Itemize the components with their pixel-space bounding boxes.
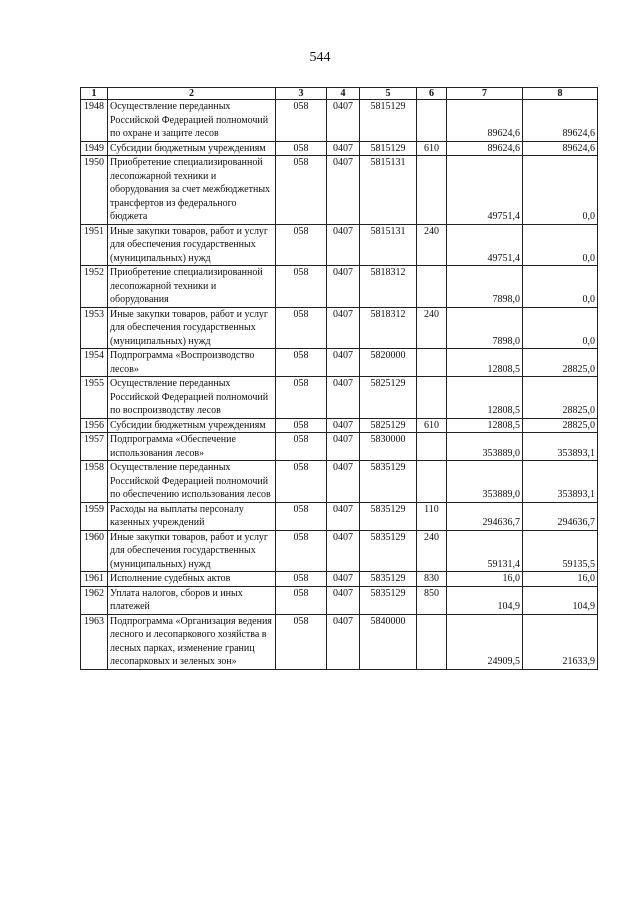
table-row [81,100,598,142]
expense-type-code: 610 [417,141,447,156]
amount-year-2: 0,0 [523,156,598,225]
section-code: 0407 [327,586,360,614]
row-name: Субсидии бюджетным учреждениям [108,141,276,156]
section-code: 0407 [327,349,360,377]
row-name: Подпрограмма «Воспроизводство лесов» [108,349,276,377]
ministry-code: 058 [276,349,327,377]
table-header-row [81,88,598,100]
ministry-code: 058 [276,502,327,530]
ministry-code: 058 [276,530,327,572]
section-code: 0407 [327,141,360,156]
expense-type-code [417,349,447,377]
amount-year-2: 59135,5 [523,530,598,572]
section-code: 0407 [327,433,360,461]
amount-year-1: 24909,5 [447,614,523,669]
column-header: 5 [360,88,417,100]
row-name: Подпрограмма «Обеспечение использования лесов» [108,433,276,461]
amount-year-1: 49751,4 [447,224,523,266]
row-name: Иные закупки товаров, работ и услуг для обеспечения государственных (муниципальных) нужд [108,307,276,349]
ministry-code: 058 [276,433,327,461]
amount-year-1: 16,0 [447,572,523,587]
section-code: 0407 [327,418,360,433]
target-article-code: 5818312 [360,307,417,349]
target-article-code: 5815129 [360,141,417,156]
ministry-code: 058 [276,418,327,433]
table-row [81,418,598,433]
column-header: 6 [417,88,447,100]
row-name: Приобретение специализированной лесопожарной техники и оборудования [108,266,276,308]
section-code: 0407 [327,224,360,266]
row-number: 1960 [81,530,108,572]
section-code: 0407 [327,377,360,419]
section-code: 0407 [327,530,360,572]
row-name: Субсидии бюджетным учреждениям [108,418,276,433]
table-row [81,156,598,225]
amount-year-1: 59131,4 [447,530,523,572]
target-article-code: 5825129 [360,418,417,433]
row-name: Осуществление переданных Российской Федерацией полномочий по охране и защите лесов [108,100,276,142]
amount-year-2: 28825,0 [523,418,598,433]
expense-type-code [417,614,447,669]
target-article-code: 5818312 [360,266,417,308]
amount-year-2: 294636,7 [523,502,598,530]
section-code: 0407 [327,572,360,587]
table-row [81,572,598,587]
column-header: 4 [327,88,360,100]
amount-year-1: 12808,5 [447,377,523,419]
ministry-code: 058 [276,614,327,669]
amount-year-1: 353889,0 [447,433,523,461]
amount-year-1: 7898,0 [447,307,523,349]
expense-type-code [417,461,447,503]
target-article-code: 5835129 [360,461,417,503]
section-code: 0407 [327,307,360,349]
table-row [81,461,598,503]
section-code: 0407 [327,614,360,669]
table-row [81,224,598,266]
column-header: 2 [108,88,276,100]
row-name: Уплата налогов, сборов и иных платежей [108,586,276,614]
target-article-code: 5815131 [360,156,417,225]
amount-year-2: 0,0 [523,266,598,308]
row-number: 1952 [81,266,108,308]
target-article-code: 5820000 [360,349,417,377]
row-name: Иные закупки товаров, работ и услуг для обеспечения государственных (муниципальных) нужд [108,530,276,572]
amount-year-1: 49751,4 [447,156,523,225]
expense-type-code [417,266,447,308]
row-number: 1954 [81,349,108,377]
expense-type-code [417,377,447,419]
amount-year-1: 89624,6 [447,100,523,142]
column-header: 7 [447,88,523,100]
table-row [81,586,598,614]
section-code: 0407 [327,156,360,225]
section-code: 0407 [327,461,360,503]
ministry-code: 058 [276,377,327,419]
row-number: 1949 [81,141,108,156]
expense-type-code: 240 [417,530,447,572]
amount-year-1: 353889,0 [447,461,523,503]
table-row [81,307,598,349]
expense-type-code: 830 [417,572,447,587]
row-number: 1950 [81,156,108,225]
target-article-code: 5835129 [360,502,417,530]
amount-year-1: 104,9 [447,586,523,614]
row-name: Расходы на выплаты персоналу казенных учреждений [108,502,276,530]
table-row [81,266,598,308]
target-article-code: 5840000 [360,614,417,669]
expense-type-code [417,433,447,461]
amount-year-2: 21633,9 [523,614,598,669]
amount-year-2: 28825,0 [523,349,598,377]
ministry-code: 058 [276,461,327,503]
amount-year-2: 353893,1 [523,461,598,503]
column-header: 8 [523,88,598,100]
target-article-code: 5835129 [360,530,417,572]
amount-year-1: 7898,0 [447,266,523,308]
amount-year-2: 28825,0 [523,377,598,419]
expense-type-code: 240 [417,224,447,266]
row-name: Осуществление переданных Российской Федерацией полномочий по обеспечению использования лесов [108,461,276,503]
table-row [81,433,598,461]
ministry-code: 058 [276,307,327,349]
table-row [81,614,598,669]
expense-type-code: 110 [417,502,447,530]
section-code: 0407 [327,266,360,308]
row-number: 1959 [81,502,108,530]
expense-type-code [417,100,447,142]
table-row [81,349,598,377]
ministry-code: 058 [276,224,327,266]
amount-year-2: 16,0 [523,572,598,587]
amount-year-2: 0,0 [523,224,598,266]
target-article-code: 5835129 [360,586,417,614]
amount-year-2: 89624,6 [523,141,598,156]
amount-year-1: 12808,5 [447,349,523,377]
ministry-code: 058 [276,266,327,308]
expense-type-code: 850 [417,586,447,614]
row-number: 1956 [81,418,108,433]
target-article-code: 5825129 [360,377,417,419]
amount-year-1: 89624,6 [447,141,523,156]
table-row [81,377,598,419]
section-code: 0407 [327,502,360,530]
expense-type-code: 610 [417,418,447,433]
row-number: 1957 [81,433,108,461]
amount-year-2: 353893,1 [523,433,598,461]
row-number: 1948 [81,100,108,142]
target-article-code: 5830000 [360,433,417,461]
amount-year-1: 294636,7 [447,502,523,530]
expense-type-code: 240 [417,307,447,349]
row-name: Иные закупки товаров, работ и услуг для обеспечения государственных (муниципальных) нужд [108,224,276,266]
budget-table [80,87,598,670]
amount-year-2: 89624,6 [523,100,598,142]
column-header: 1 [81,88,108,100]
page-number: 544 [309,50,331,65]
amount-year-1: 12808,5 [447,418,523,433]
section-code: 0407 [327,100,360,142]
table-row [81,502,598,530]
column-header: 3 [276,88,327,100]
ministry-code: 058 [276,156,327,225]
row-number: 1961 [81,572,108,587]
row-name: Подпрограмма «Организация ведения лесного и лесопаркового хозяйства в лесных парках, изменение границ лесопарковых и зеленых зон» [108,614,276,669]
row-number: 1962 [81,586,108,614]
row-number: 1953 [81,307,108,349]
amount-year-2: 104,9 [523,586,598,614]
row-number: 1955 [81,377,108,419]
row-name: Приобретение специализированной лесопожарной техники и оборудования за счет межбюджетных трансфертов из федерального бюджета [108,156,276,225]
ministry-code: 058 [276,572,327,587]
row-number: 1963 [81,614,108,669]
target-article-code: 5835129 [360,572,417,587]
ministry-code: 058 [276,100,327,142]
ministry-code: 058 [276,586,327,614]
row-name: Исполнение судебных актов [108,572,276,587]
row-number: 1958 [81,461,108,503]
expense-type-code [417,156,447,225]
row-number: 1951 [81,224,108,266]
target-article-code: 5815131 [360,224,417,266]
amount-year-2: 0,0 [523,307,598,349]
ministry-code: 058 [276,141,327,156]
table-row [81,141,598,156]
table-row [81,530,598,572]
target-article-code: 5815129 [360,100,417,142]
row-name: Осуществление переданных Российской Федерацией полномочий по воспроизводству лесов [108,377,276,419]
